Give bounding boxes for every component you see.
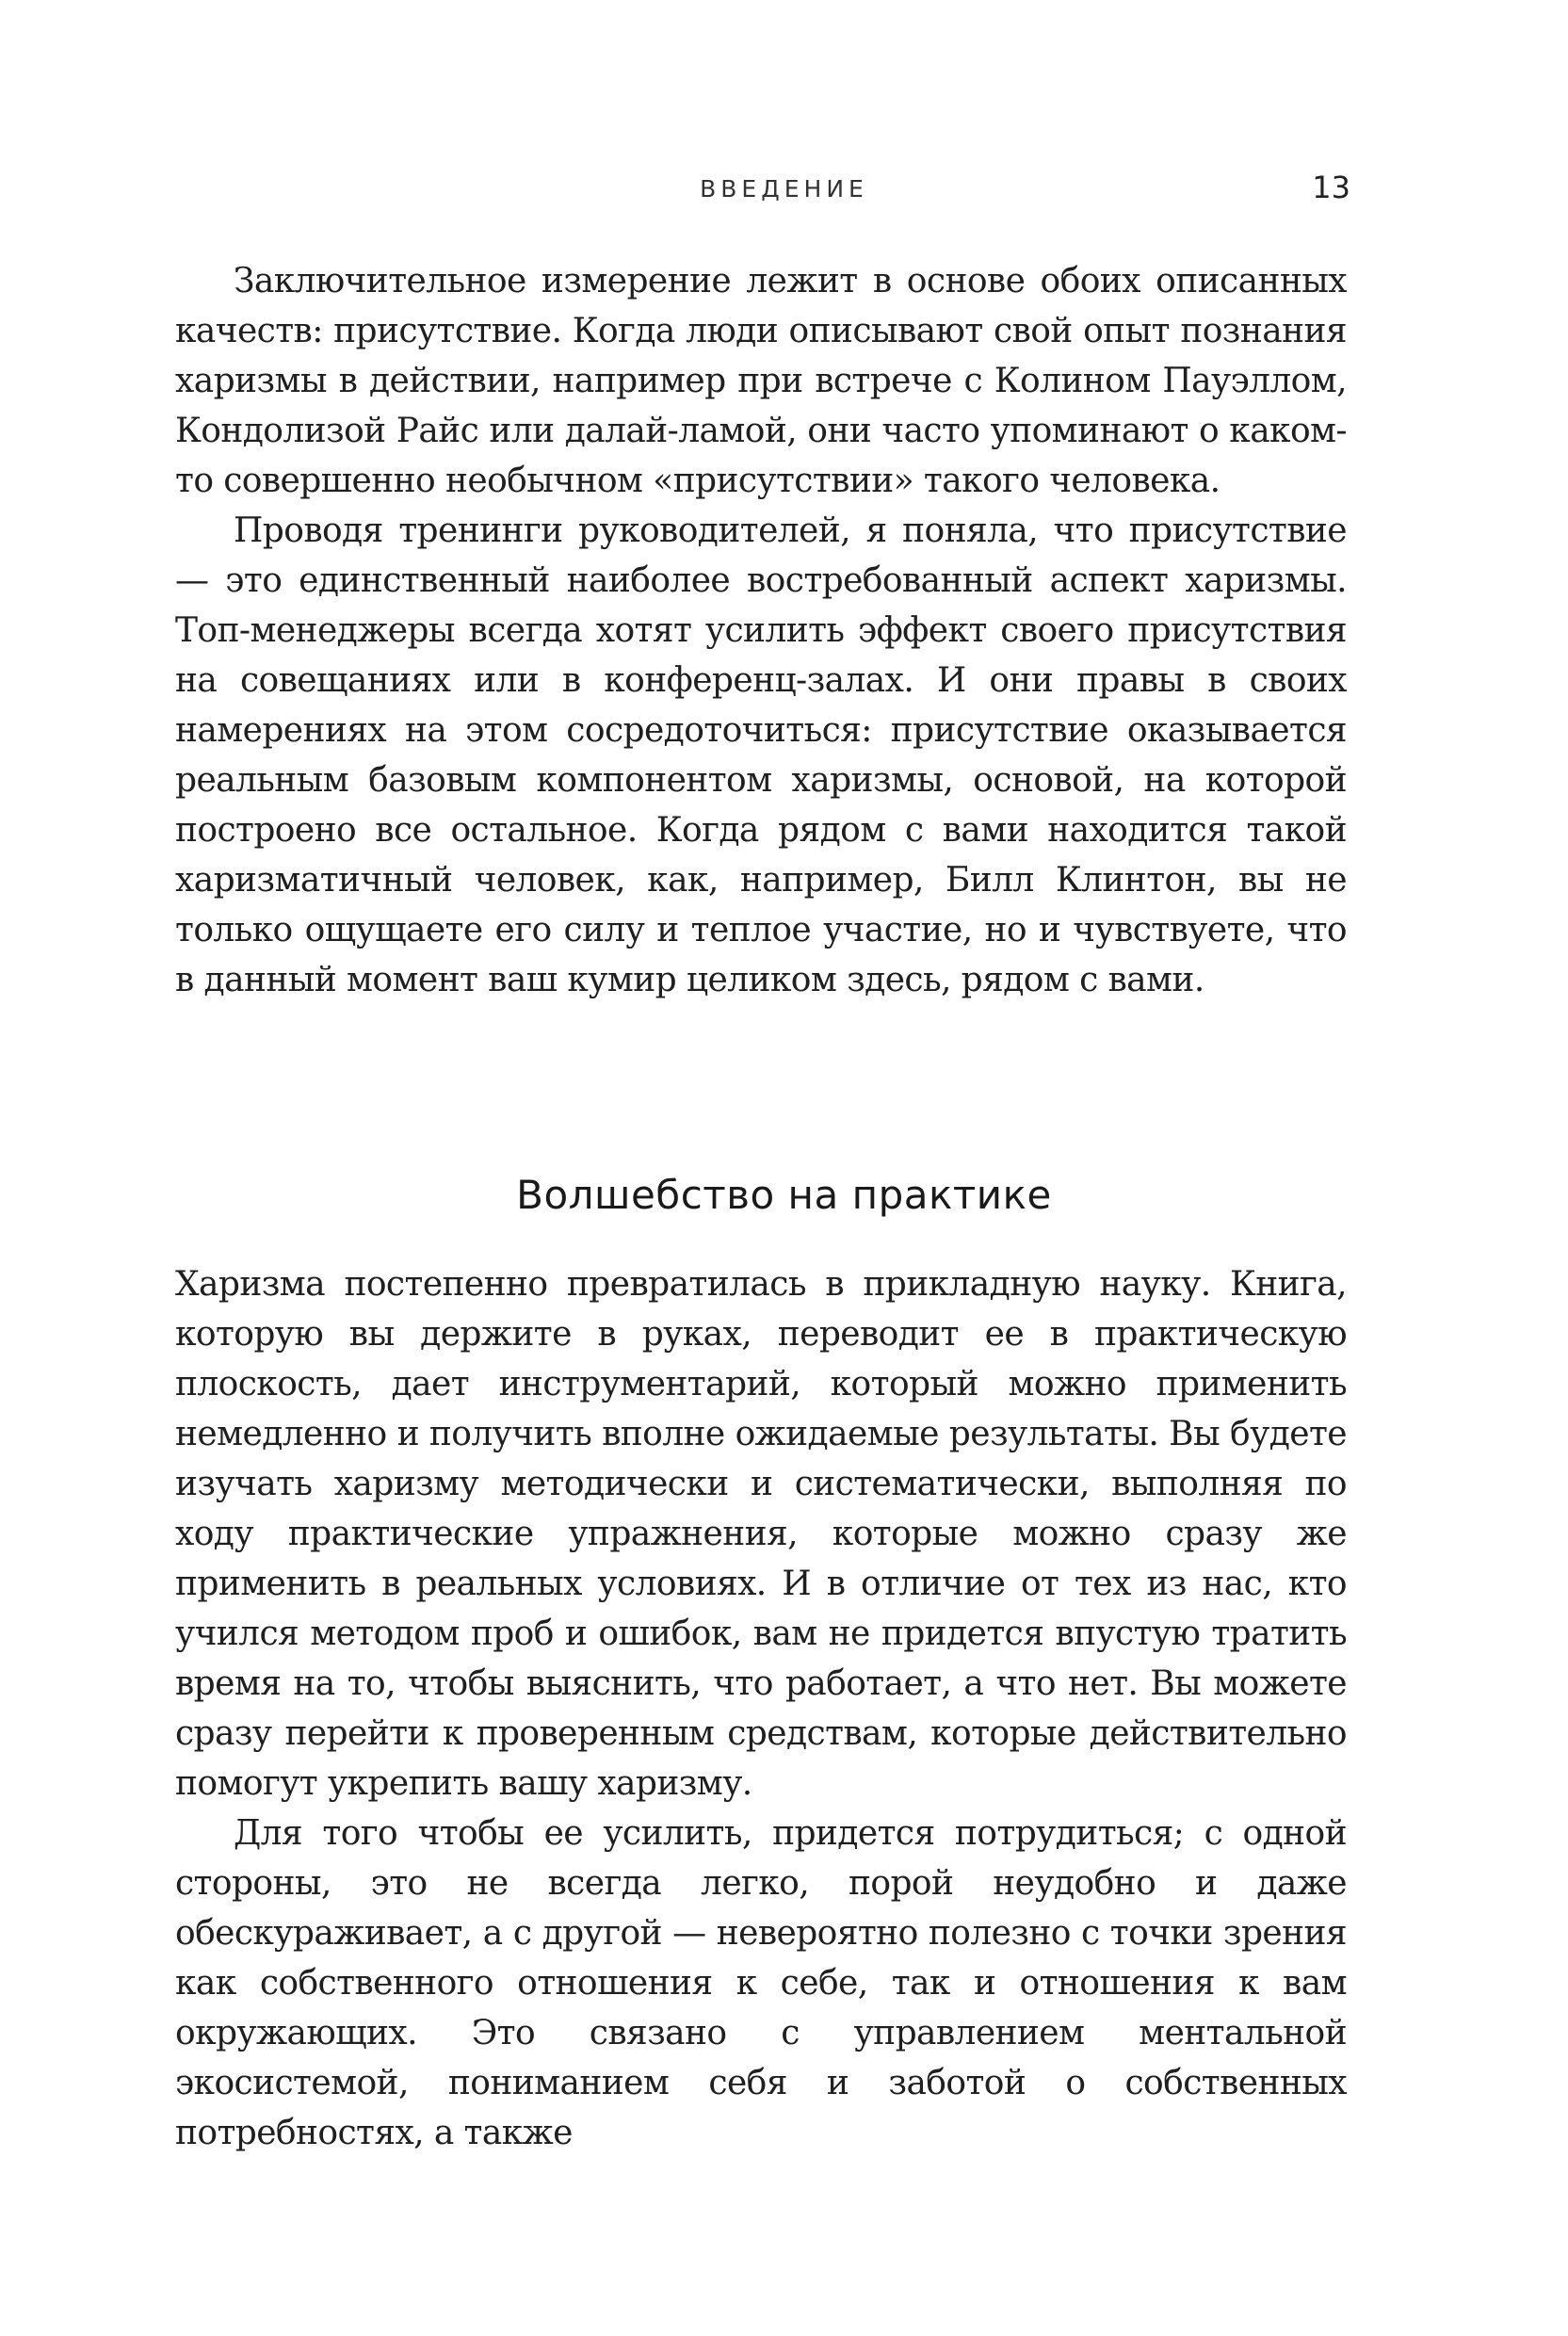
paragraph: Заключительное измерение лежит в основе обоих описанных качеств: присутствие. Когда люди описывают свой опыт познания харизмы в действии, например при встрече с Колином Пауэллом, Кондолизой Райс или далай-ламой, они часто упоминают о каком-то совершенно необычном «присутствии» такого человека. [175,262,1347,500]
paragraph: Проводя тренинги руководителей, я поняла, что присутствие — это единственный наиболее востребованный аспект харизмы. Топ-менеджеры всегда хотят усилить эффект своего присутствия на совещаниях или в конференц-залах. И они правы в своих намерениях на этом сосредоточиться: присутствие оказывается реальным базовым компонентом харизмы, основой, на которой построено все остальное. Когда рядом с вами находится такой харизматичный человек, как, например, Билл Клинтон, вы не только ощущаете его силу и теплое участие, но и чувствуете, что в данный момент ваш кумир целиком здесь, рядом с вами. [175,511,1347,999]
page-number: 13 [1312,170,1350,205]
section-heading: Волшебство на практике [516,1172,1052,1218]
text-block-presence [175,256,1347,1005]
paragraph: Для того чтобы ее усилить, придется потрудиться; с одной стороны, это не всегда легко, порой неудобно и даже обескураживает, а с другой — невероятно полезно с точки зрения как собственного отношения к себе, так и отношения к вам окружающих. Это связано с управлением ментальной экосистемой, пониманием себя и заботой о собственных потребностях, а также [175,1814,1347,2152]
running-header [0,170,1568,217]
paragraph: Харизма постепенно превратилась в прикладную науку. Книга, которую вы держите в руках, переводит ее в практическую плоскость, дает инструментарий, который можно применить немедленно и получить вполне ожидаемые результаты. Вы будете изучать харизму методически и систематически, выполняя по ходу практические упражнения, которые можно сразу же применить в реальных условиях. И в отличие от тех из нас, кто учился методом проб и ошибок, вам не придется впустую тратить время на то, чтобы выяснить, что работает, а что нет. Вы можете сразу перейти к проверенным средствам, которые действительно помогут укрепить вашу харизму. [175,1265,1347,1803]
section-title: ВВЕДЕНИЕ [700,175,868,203]
text-block-practice [175,1259,1347,2158]
